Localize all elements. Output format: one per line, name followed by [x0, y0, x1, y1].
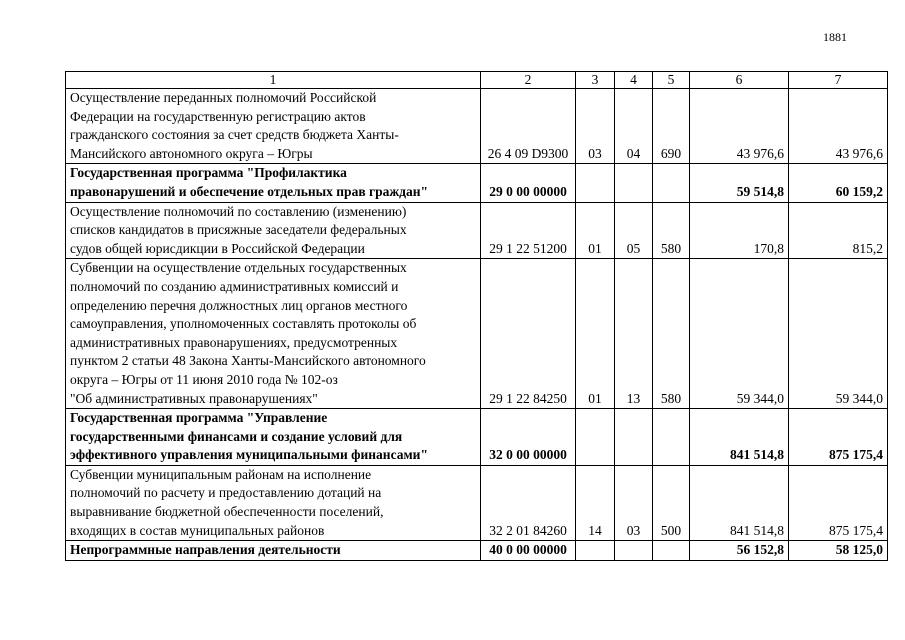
row-section: 01	[576, 202, 615, 259]
row-expense-type	[653, 541, 690, 561]
table-row	[66, 89, 888, 164]
row-description: Государственная программа "Управление государственными финансами и создание условий для эффективного управления муниципальными финансами"	[66, 409, 481, 466]
table-row	[66, 409, 888, 466]
row-code: 29 0 00 00000	[481, 164, 576, 202]
row-description: Государственная программа "Профилактика правонарушений и обеспечение отдельных прав граждан"	[66, 164, 481, 202]
row-amount-col7: 875 175,4	[789, 409, 888, 466]
row-subsection	[615, 164, 653, 202]
row-code: 29 1 22 51200	[481, 202, 576, 259]
row-amount-col7: 60 159,2	[789, 164, 888, 202]
column-header: 1	[66, 72, 481, 89]
column-header: 4	[615, 72, 653, 89]
row-subsection	[615, 541, 653, 561]
row-section	[576, 164, 615, 202]
row-expense-type	[653, 409, 690, 466]
row-expense-type: 690	[653, 89, 690, 164]
row-amount-col6: 170,8	[690, 202, 789, 259]
row-section: 14	[576, 465, 615, 540]
row-expense-type	[653, 164, 690, 202]
row-amount-col6: 59 344,0	[690, 259, 789, 409]
row-subsection	[615, 409, 653, 466]
table-row	[66, 164, 888, 202]
table-header-row	[66, 72, 888, 89]
row-expense-type: 580	[653, 202, 690, 259]
row-expense-type: 500	[653, 465, 690, 540]
column-header: 2	[481, 72, 576, 89]
row-code: 26 4 09 D9300	[481, 89, 576, 164]
row-description: Субвенции муниципальным районам на исполнение полномочий по расчету и предоставлению дотаций на выравнивание бюджетной обеспеченности поселений, входящих в состав муниципальных районов	[66, 465, 481, 540]
row-amount-col7: 43 976,6	[789, 89, 888, 164]
row-section	[576, 541, 615, 561]
row-code: 32 2 01 84260	[481, 465, 576, 540]
row-amount-col7: 875 175,4	[789, 465, 888, 540]
row-expense-type: 580	[653, 259, 690, 409]
row-subsection: 05	[615, 202, 653, 259]
row-description: Осуществление переданных полномочий Российской Федерации на государственную регистрацию актов гражданского состояния за счет средств бюджета Ханты- Мансийского автономного округа – Югры	[66, 89, 481, 164]
row-amount-col6: 841 514,8	[690, 409, 789, 466]
row-description: Субвенции на осуществление отдельных государственных полномочий по созданию административных комиссий и определению перечня должностных лиц органов местного самоуправления, уполномоченных составлять протоколы об административных правонарушениях, предусмотренных пунктом 2 статьи 48 Закона Ханты-Мансийского автономного округа – Югры от 11 июня 2010 года № 102-оз "Об административных правонарушениях"	[66, 259, 481, 409]
row-section	[576, 409, 615, 466]
row-amount-col7: 815,2	[789, 202, 888, 259]
row-amount-col6: 43 976,6	[690, 89, 789, 164]
row-subsection: 04	[615, 89, 653, 164]
row-section: 03	[576, 89, 615, 164]
row-description: Непрограммные направления деятельности	[66, 541, 481, 561]
table-row	[66, 259, 888, 409]
table-row	[66, 202, 888, 259]
row-amount-col7: 58 125,0	[789, 541, 888, 561]
row-amount-col7: 59 344,0	[789, 259, 888, 409]
row-code: 32 0 00 00000	[481, 409, 576, 466]
row-description: Осуществление полномочий по составлению (изменению) списков кандидатов в присяжные заседатели федеральных судов общей юрисдикции в Российской Федерации	[66, 202, 481, 259]
row-amount-col6: 59 514,8	[690, 164, 789, 202]
page-number: 1881	[823, 30, 847, 44]
column-header: 6	[690, 72, 789, 89]
column-header: 5	[653, 72, 690, 89]
row-code: 29 1 22 84250	[481, 259, 576, 409]
row-subsection: 13	[615, 259, 653, 409]
row-amount-col6: 56 152,8	[690, 541, 789, 561]
row-amount-col6: 841 514,8	[690, 465, 789, 540]
table-row	[66, 465, 888, 540]
row-code: 40 0 00 00000	[481, 541, 576, 561]
column-header: 7	[789, 72, 888, 89]
row-section: 01	[576, 259, 615, 409]
row-subsection: 03	[615, 465, 653, 540]
budget-table	[65, 71, 888, 561]
column-header: 3	[576, 72, 615, 89]
table-row	[66, 541, 888, 561]
